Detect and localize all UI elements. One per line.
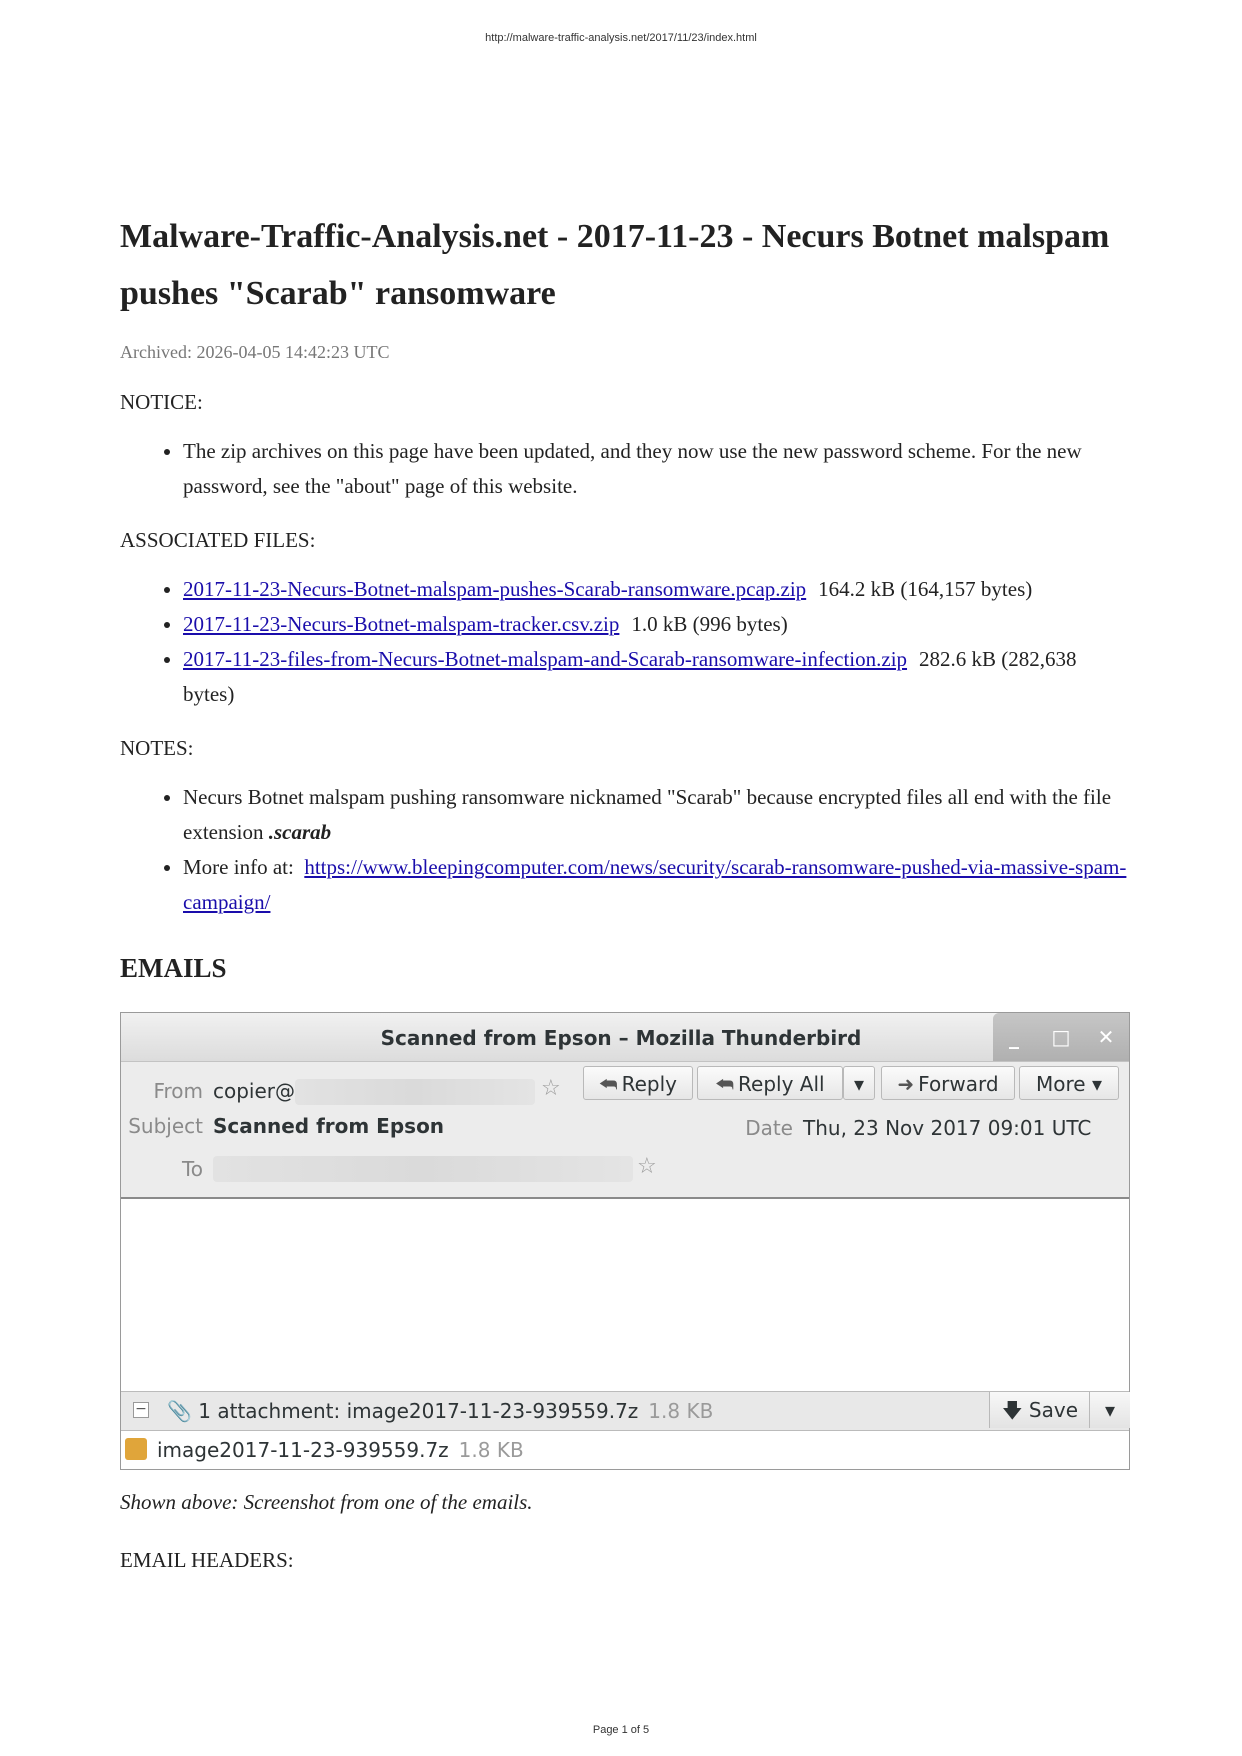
from-label: From <box>153 1079 203 1103</box>
notice-label: NOTICE: <box>120 390 203 414</box>
save-dropdown <box>1089 1392 1130 1428</box>
close-icon: ✕ <box>1097 1025 1115 1049</box>
archived-timestamp: Archived: 2026-04-05 14:42:23 UTC <box>120 342 390 362</box>
page-title: Malware-Traffic-Analysis.net - 2017-11-23 - Necurs Botnet malspam pushes "Scarab" ransomware <box>120 218 1110 312</box>
redacted-to <box>213 1156 633 1182</box>
notes-text: Necurs Botnet malspam pushing ransomware nicknamed "Scarab" because encrypted files all end with the file extension <box>183 785 1112 844</box>
file-item <box>183 572 1130 607</box>
notes-item <box>183 780 1130 850</box>
message-header <box>121 1062 1129 1199</box>
collapse-icon: − <box>133 1402 149 1418</box>
archive-file-icon <box>125 1438 147 1460</box>
reply-icon: ⮪ <box>599 1072 618 1096</box>
notes-item <box>183 850 1130 920</box>
star-icon: ☆ <box>637 1154 657 1179</box>
save-button <box>989 1392 1090 1428</box>
reply-all-dropdown <box>843 1066 875 1100</box>
file-size: 282.6 kB (282,638 bytes) <box>183 647 1077 706</box>
infection-files-link[interactable]: 2017-11-23-files-from-Necurs-Botnet-malspam-and-Scarab-ransomware-infection.zip <box>183 647 908 671</box>
screenshot-caption: Shown above: Screenshot from one of the emails. <box>120 1490 533 1514</box>
attachment-row <box>121 1431 1129 1469</box>
file-item <box>183 642 1130 712</box>
reply-all-icon: ⮪ <box>715 1072 735 1096</box>
page-content <box>120 208 1130 1574</box>
chevron-down-icon: ▾ <box>1104 1398 1116 1422</box>
page-footer: Page 1 of 5 <box>592 1724 650 1736</box>
minimize-icon: _ <box>1009 1025 1019 1049</box>
chevron-down-icon: ▾ <box>1091 1072 1102 1096</box>
notice-list <box>120 434 1130 504</box>
associated-files-list <box>120 572 1130 712</box>
attachment-file-size: 1.8 KB <box>458 1438 524 1462</box>
attachment-summary-text: 1 attachment: image2017-11-23-939559.7z <box>198 1399 639 1423</box>
window-title: Scanned from Epson – Mozilla Thunderbird <box>380 1026 862 1050</box>
reply-label: Reply <box>621 1072 677 1096</box>
message-body <box>121 1199 1129 1389</box>
file-item <box>183 607 1130 642</box>
pcap-zip-link[interactable]: 2017-11-23-Necurs-Botnet-malspam-pushes-Scarab-ransomware.pcap.zip <box>183 577 807 601</box>
email-headers-label: EMAIL HEADERS: <box>120 1548 294 1572</box>
more-info-label: More info at: <box>183 855 294 879</box>
window-titlebar <box>121 1013 1129 1062</box>
chevron-down-icon: ▾ <box>853 1072 865 1096</box>
save-label: Save <box>1028 1398 1078 1422</box>
reply-all-button <box>697 1066 843 1100</box>
notes-list <box>120 780 1130 920</box>
reply-button <box>583 1066 693 1100</box>
subject-label: Subject <box>128 1114 203 1138</box>
associated-files-label: ASSOCIATED FILES: <box>120 528 316 552</box>
attachment-file <box>157 1438 524 1462</box>
date-label: Date <box>745 1116 793 1140</box>
more-label: More <box>1036 1072 1086 1096</box>
redacted-from <box>295 1079 535 1105</box>
file-size: 1.0 kB (996 bytes) <box>631 612 788 636</box>
url-header: http://malware-traffic-analysis.net/2017/11/23/index.html <box>485 32 757 44</box>
to-label: To <box>181 1157 203 1181</box>
file-size: 164.2 kB (164,157 bytes) <box>818 577 1033 601</box>
star-icon: ☆ <box>541 1076 561 1101</box>
notice-item: • The zip archives on this page have been updated, and they now use the new password scheme. For the new password, see the "about" page of this website. <box>183 434 1130 504</box>
forward-button <box>881 1066 1015 1100</box>
maximize-icon: □ <box>1051 1025 1071 1049</box>
paperclip-icon: 📎 <box>167 1399 192 1423</box>
attachment-filename: image2017-11-23-939559.7z <box>157 1438 449 1462</box>
bleepingcomputer-link[interactable]: https://www.bleepingcomputer.com/news/security/scarab-ransomware-pushed-via-massive-spam-campaign/ <box>183 855 1127 914</box>
forward-icon: ➜ <box>897 1072 915 1096</box>
email-screenshot <box>120 1012 1130 1470</box>
reply-all-label: Reply All <box>738 1072 825 1096</box>
notes-label: NOTES: <box>120 736 194 760</box>
date-value: Thu, 23 Nov 2017 09:01 UTC <box>803 1116 1092 1140</box>
forward-label: Forward <box>918 1072 999 1096</box>
subject-value: Scanned from Epson <box>213 1114 445 1138</box>
emails-heading: EMAILS <box>120 953 227 983</box>
more-button <box>1019 1066 1119 1100</box>
attachment-size: 1.8 KB <box>648 1399 714 1423</box>
attachment-summary <box>167 1399 713 1423</box>
file-extension: .scarab <box>268 820 332 844</box>
window-controls <box>993 1013 1129 1061</box>
attachment-bar <box>121 1391 1129 1431</box>
tracker-csv-link[interactable]: 2017-11-23-Necurs-Botnet-malspam-tracker.csv.zip <box>183 612 620 636</box>
from-value: copier@ <box>213 1079 296 1103</box>
download-icon: 🡇 <box>1001 1398 1023 1422</box>
